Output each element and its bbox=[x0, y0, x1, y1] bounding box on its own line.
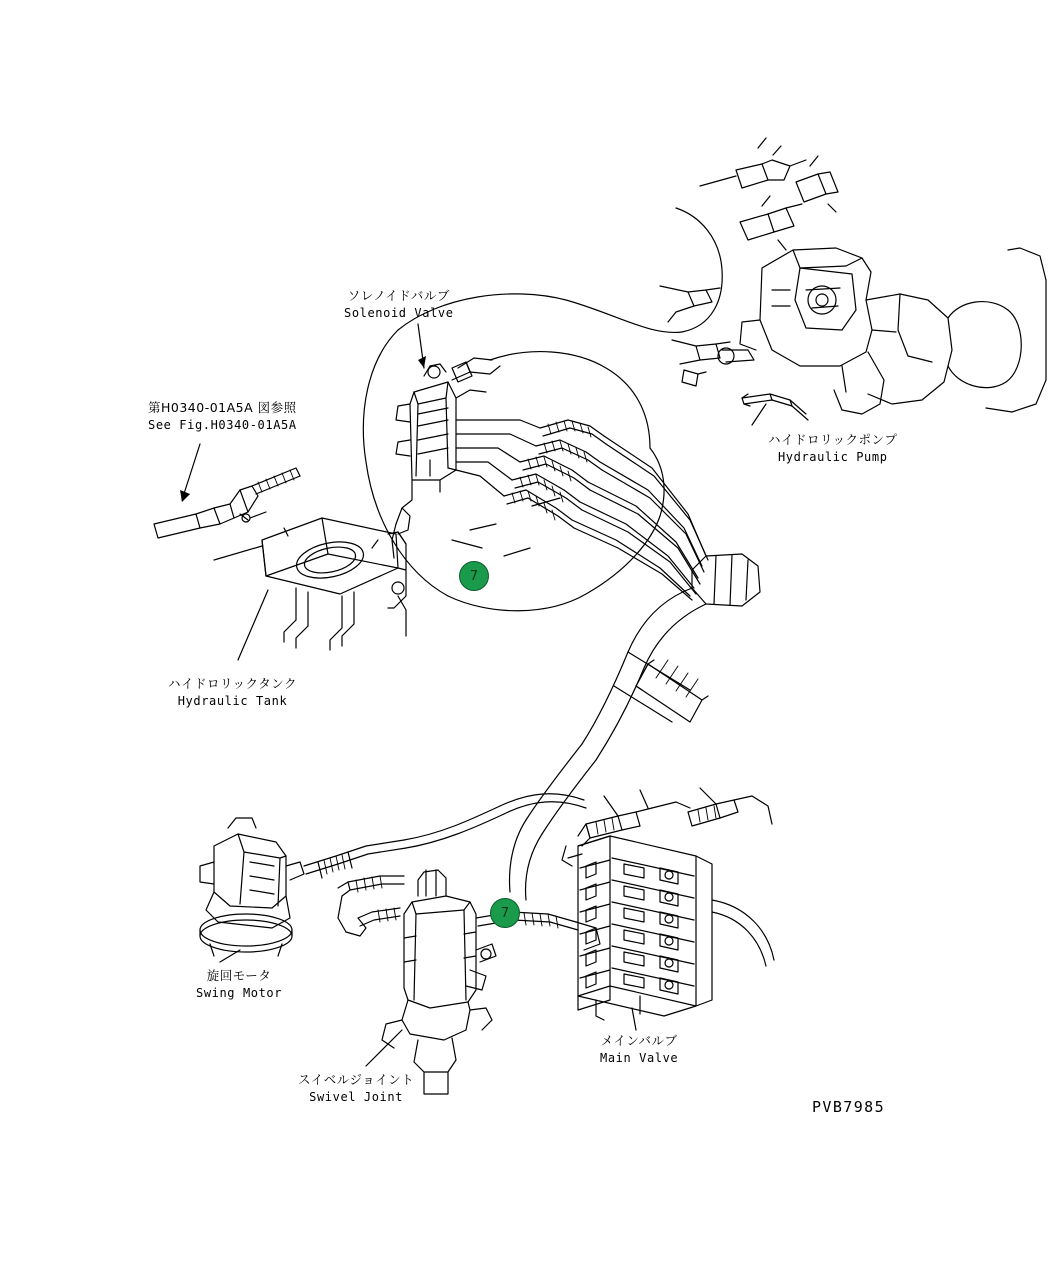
label-hydraulic-tank bbox=[168, 676, 297, 709]
label-hydraulic-pump-jp: ハイドロリックポンプ bbox=[768, 432, 898, 447]
callout-7-upper[interactable]: 7 bbox=[459, 561, 489, 591]
machine-outline bbox=[363, 208, 722, 611]
label-hydraulic-pump-en: Hydraulic Pump bbox=[777, 449, 888, 464]
label-main-valve-en: Main Valve bbox=[600, 1050, 679, 1065]
label-swivel-joint bbox=[298, 1072, 414, 1105]
tank-inlet-fitting bbox=[154, 468, 300, 538]
label-reference-figure-jp: 第H0340-01A5A 図参照 bbox=[148, 400, 297, 415]
label-hydraulic-tank-en: Hydraulic Tank bbox=[177, 693, 288, 708]
suction-pipe bbox=[510, 744, 596, 900]
drawing-code: PVB7985 bbox=[812, 1098, 886, 1116]
label-solenoid-valve bbox=[344, 288, 454, 321]
label-solenoid-valve-jp: ソレノイドバルブ bbox=[347, 288, 450, 303]
swing-motor-assembly bbox=[200, 818, 304, 956]
swing-motor-hoses bbox=[304, 794, 586, 878]
main-valve-top-fittings bbox=[562, 788, 772, 866]
label-main-valve bbox=[600, 1033, 678, 1066]
solenoid-valve-assembly bbox=[392, 358, 500, 558]
label-hydraulic-pump bbox=[768, 432, 898, 465]
label-swing-motor bbox=[196, 968, 282, 1001]
label-reference-figure-en: See Fig.H0340-01A5A bbox=[148, 417, 297, 432]
reference-leader bbox=[180, 444, 200, 502]
swivel-hoses-left bbox=[338, 876, 404, 936]
label-swing-motor-jp: 旋回モータ bbox=[206, 968, 272, 983]
label-hydraulic-tank-jp: ハイドロリックタンク bbox=[168, 676, 298, 691]
label-solenoid-valve-en: Solenoid Valve bbox=[344, 305, 454, 320]
swing-motor-leader bbox=[220, 950, 240, 962]
swivel-leader bbox=[366, 1030, 402, 1066]
label-swing-motor-en: Swing Motor bbox=[196, 985, 283, 1000]
swivel-joint-assembly bbox=[382, 870, 496, 1094]
label-swivel-joint-en: Swivel Joint bbox=[309, 1089, 404, 1104]
main-valve-leader bbox=[632, 1008, 636, 1030]
main-valve-lower-hose bbox=[712, 900, 774, 966]
main-hose bbox=[582, 588, 708, 760]
pump-hose bbox=[742, 394, 808, 425]
main-valve-assembly bbox=[578, 836, 712, 1020]
misc-leaders bbox=[452, 498, 560, 556]
callout-7-lower[interactable]: 7 bbox=[490, 898, 520, 928]
hydraulic-pump-assembly bbox=[740, 248, 1046, 414]
tank-leader bbox=[238, 590, 268, 660]
hydraulic-tank-assembly bbox=[214, 518, 406, 650]
hose-clamp bbox=[692, 554, 760, 606]
label-reference-figure bbox=[148, 400, 297, 433]
label-swivel-joint-jp: スイベルジョイント bbox=[298, 1072, 415, 1087]
pump-fittings-top bbox=[660, 138, 838, 386]
label-main-valve-jp: メインバルブ bbox=[600, 1033, 678, 1048]
